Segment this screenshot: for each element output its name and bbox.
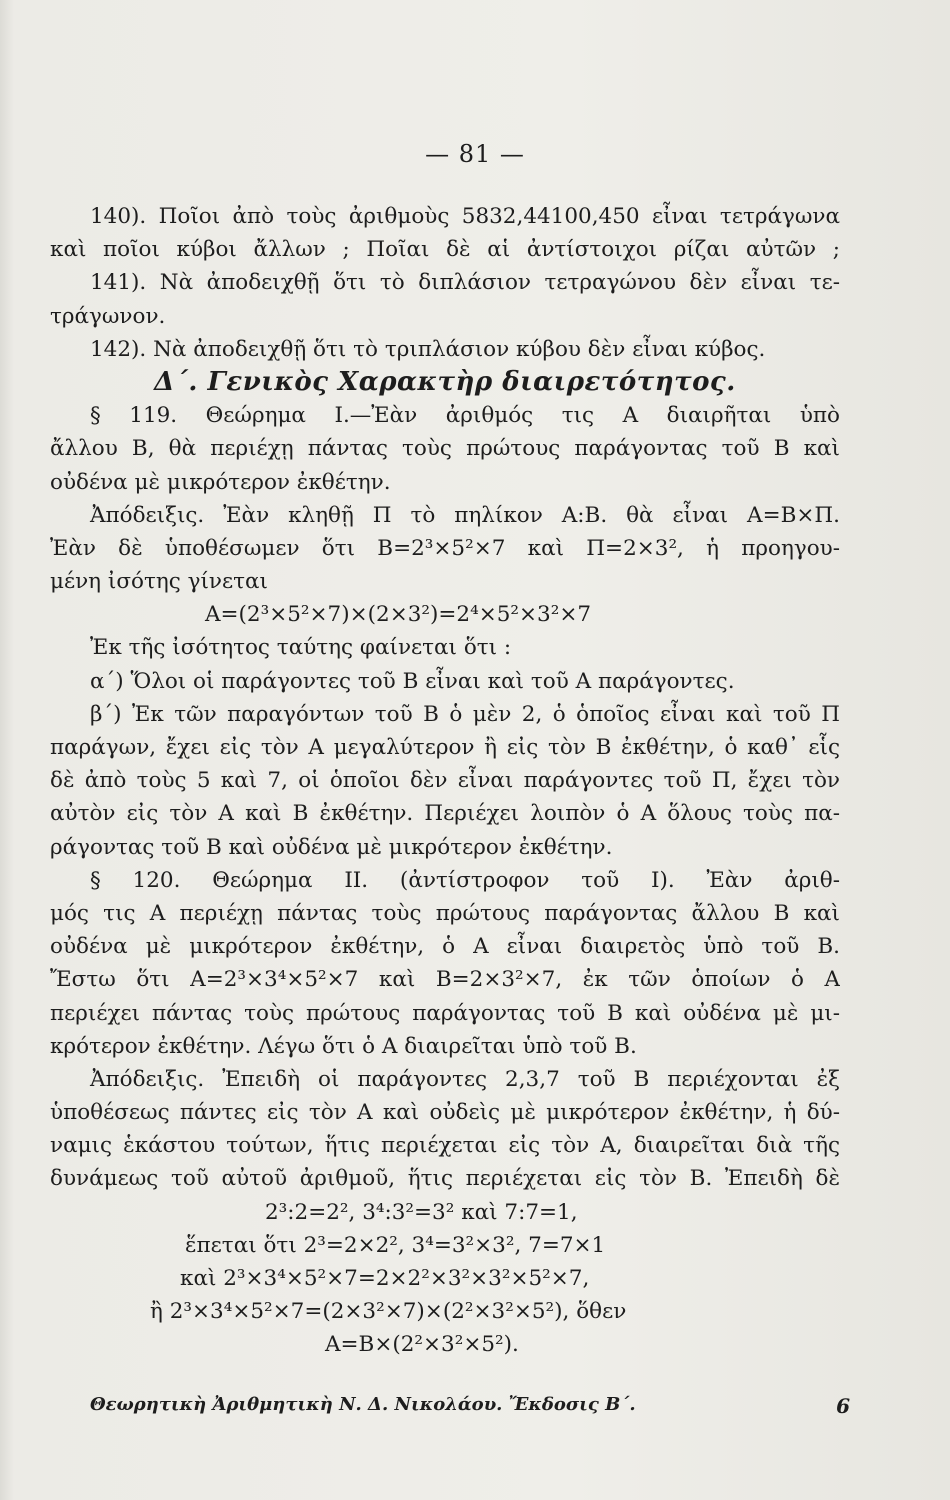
equation-line: 2³:2=2², 3⁴:3²=3² καὶ 7:7=1, [265,1199,578,1225]
text-line: 141). Νὰ ἀποδειχθῇ ὅτι τὸ διπλάσιον τετραγώνου δὲν εἶναι τε- [90,270,840,296]
footer-title: Θεωρητικὴ Ἀριθμητικὴ Ν. Δ. Νικολάου. Ἔκδοσις Β΄. [90,1394,636,1415]
text-line: οὐδένα μὲ μικρότερον ἐκθέτην. [50,469,391,495]
page-number: — 81 — [425,140,525,168]
equation-line: ἢ 2³×3⁴×5²×7=(2×3²×7)×(2²×3²×5²), ὅθεν [150,1299,627,1325]
text-line: παράγων, ἔχει εἰς τὸν Α μεγαλύτερον ἢ εἰς τὸν Β ἐκθέτην, ὁ καθ᾿ εἷς [50,735,840,760]
text-line: ὑποθέσεως πάντες εἰς τὸν Α καὶ οὐδεὶς μὲ μικρότερον ἐκθέτην, ἡ δύ- [50,1100,840,1126]
text-line: Ἀπόδειξις. Ἐπειδὴ οἱ παράγοντες 2,3,7 τοῦ Β περιέχονται ἐξ [90,1066,840,1092]
section-heading: Δ΄. Γενικὸς Χαρακτὴρ διαιρετότητος. [154,366,736,397]
page-body [50,200,840,1362]
text-line: δὲ ἀπὸ τοὺς 5 καὶ 7, οἱ ὁποῖοι δὲν εἶναι παράγοντες τοῦ Π, ἔχει τὸν [50,768,840,794]
equation-line: καὶ 2³×3⁴×5²×7=2×2²×3²×3²×5²×7, [180,1266,590,1291]
text-line: ράγοντας τοῦ Β καὶ οὐδένα μὲ μικρότερον ἐκθέτην. [50,834,613,860]
text-line: Ἀπόδειξις. Ἐὰν κληθῇ Π τὸ πηλίκον Α:Β. θὰ εἶναι Α=Β×Π. [90,502,840,528]
equation-line: Α=(2³×5²×7)×(2×3²)=2⁴×5²×3²×7 [205,602,592,628]
text-line: περιέχει πάντας τοὺς πρώτους παράγοντας τοῦ Β καὶ οὐδένα μὲ μι- [50,1000,840,1026]
text-line: α΄) Ὅλοι οἱ παράγοντες τοῦ Β εἶναι καὶ τοῦ Α παράγοντες. [90,668,735,694]
text-line: μένη ἰσότης γίνεται [50,569,268,595]
text-line: δυνάμεως τοῦ αὐτοῦ ἀριθμοῦ, ἥτις περιέχεται εἰς τὸν Β. Ἐπειδὴ δὲ [50,1166,840,1192]
text-line: ναμις ἑκάστου τούτων, ἥτις περιέχεται εἰς τὸν Α, διαιρεῖται διὰ τῆς [50,1133,840,1159]
text-line: καὶ ποῖοι κύβοι ἄλλων ; Ποῖαι δὲ αἱ ἀντίστοιχοι ρίζαι αὐτῶν ; [50,237,840,263]
text-line: κρότερον ἐκθέτην. Λέγω ὅτι ὁ Α διαιρεῖται ὑπὸ τοῦ Β. [50,1033,637,1059]
signature-mark: 6 [836,1394,850,1418]
text-line: Ἔστω ὅτι Α=2³×3⁴×5²×7 καὶ Β=2×3²×7, ἐκ τῶν ὁποίων ὁ Α [50,967,840,993]
text-line: Ἐκ τῆς ἰσότητος ταύτης φαίνεται ὅτι : [90,635,512,661]
page-footer [90,1394,850,1418]
text-line: αὐτὸν εἰς τὸν Α καὶ Β ἐκθέτην. Περιέχει λοιπὸν ὁ Α ὅλους τοὺς πα- [50,801,840,827]
text-line: μός τις Α περιέχῃ πάντας τοὺς πρώτους παράγοντας ἄλλου Β καὶ [50,900,840,926]
text-line: Ἐὰν δὲ ὑποθέσωμεν ὅτι Β=2³×5²×7 καὶ Π=2×3², ἡ προηγου- [50,535,840,561]
equation-line: Α=Β×(2²×3²×5²). [325,1332,519,1358]
text-line: 140). Ποῖοι ἀπὸ τοὺς ἀριθμοὺς 5832,44100,450 εἶναι τετράγωνα [90,204,840,229]
text-line: 142). Νὰ ἀποδειχθῇ ὅτι τὸ τριπλάσιον κύβου δὲν εἶναι κύβος. [90,336,766,362]
text-line: ἄλλου Β, θὰ περιέχῃ πάντας τοὺς πρώτους παράγοντας τοῦ Β καὶ [50,436,840,462]
equation-line: ἕπεται ὅτι 2³=2×2², 3⁴=3²×3², 7=7×1 [185,1232,606,1258]
text-line: β΄) Ἐκ τῶν παραγόντων τοῦ Β ὁ μὲν 2, ὁ ὁποῖος εἶναι καὶ τοῦ Π [90,701,840,727]
theorem-heading-line: § 119. Θεώρημα Ι.—Ἐὰν ἀριθμός τις Α διαιρῆται ὑπὸ [90,403,840,429]
theorem-heading-line: § 120. Θεώρημα ΙΙ. (ἀντίστροφον τοῦ Ι). Ἐὰν ἀριθ- [90,867,840,893]
text-line: τράγωνον. [50,303,166,329]
text-line: οὐδένα μὲ μικρότερον ἐκθέτην, ὁ Α εἶναι διαιρετὸς ὑπὸ τοῦ Β. [50,934,840,960]
